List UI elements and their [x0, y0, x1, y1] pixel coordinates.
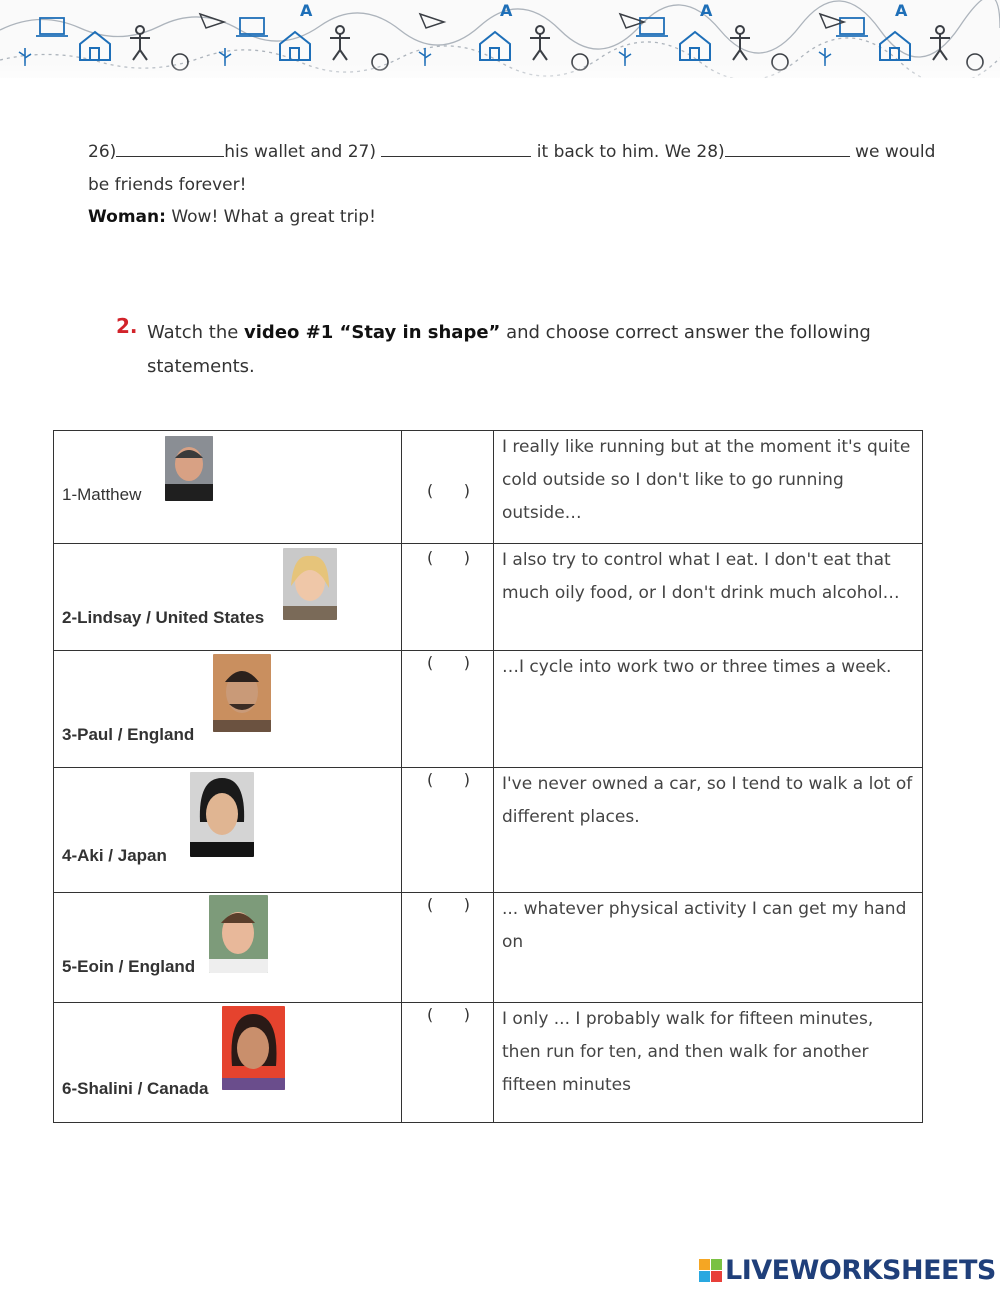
speaker-cell — [54, 651, 402, 768]
quote-cell — [494, 651, 923, 768]
table-row — [54, 768, 923, 893]
speaker-label: Woman: — [88, 207, 166, 227]
svg-text:A: A — [895, 1, 908, 20]
answer-paren[interactable]: ( ) — [427, 548, 470, 567]
dialogue-line-3 — [88, 207, 376, 227]
dialogue-text: it back to him. We 28) — [531, 142, 725, 162]
avatar — [222, 1006, 285, 1090]
avatar — [213, 654, 271, 732]
answer-paren[interactable]: ( ) — [427, 770, 470, 789]
logo-mark-icon — [699, 1259, 722, 1282]
speaker-name: 6-Shalini / Canada — [62, 1079, 209, 1098]
quote-text: ... whatever physical activity I can get my hand on — [502, 899, 907, 952]
answer-cell[interactable] — [402, 768, 494, 893]
doodle-banner — [0, 0, 1000, 78]
answer-paren[interactable]: ( ) — [427, 481, 470, 500]
answer-cell[interactable] — [402, 1003, 494, 1123]
speaker-name: 4-Aki / Japan — [62, 846, 167, 865]
quote-cell — [494, 544, 923, 651]
answer-paren[interactable]: ( ) — [427, 653, 470, 672]
dialogue-text: his wallet and 27) — [224, 142, 382, 162]
answer-paren[interactable]: ( ) — [427, 1005, 470, 1024]
speaker-cell — [54, 1003, 402, 1123]
blank-28[interactable] — [725, 142, 850, 157]
table-row — [54, 431, 923, 544]
dialogue-line-2: be friends forever! — [88, 175, 247, 195]
speaker-name: 2-Lindsay / United States — [62, 608, 265, 627]
avatar — [209, 895, 268, 973]
speaker-cell — [54, 544, 402, 651]
answer-cell[interactable] — [402, 651, 494, 768]
speaker-name: 3-Paul / England — [62, 725, 195, 744]
paper-plane-icons — [200, 14, 844, 28]
matching-table — [53, 430, 923, 1123]
speaker-cell — [54, 431, 402, 544]
person-icons — [130, 26, 950, 60]
dialogue-line-1 — [88, 142, 935, 162]
table-row — [54, 893, 923, 1003]
answer-cell[interactable] — [402, 544, 494, 651]
speaker-name: 1-Matthew — [62, 485, 142, 504]
svg-text:A: A — [500, 1, 513, 20]
quote-cell — [494, 893, 923, 1003]
quote-text: …I cycle into work two or three times a week. — [502, 657, 892, 677]
speaker-cell — [54, 893, 402, 1003]
answer-cell[interactable] — [402, 893, 494, 1003]
avatar — [165, 436, 213, 501]
avatar — [190, 772, 254, 857]
table-row — [54, 544, 923, 651]
quote-text: I really like running but at the moment it's quite cold outside so I don't like to go running outside… — [502, 437, 911, 523]
quote-cell — [494, 431, 923, 544]
blank-27[interactable] — [381, 142, 531, 157]
dialogue-text: we would — [849, 142, 936, 162]
table-row — [54, 1003, 923, 1123]
quote-text: I only ... I probably walk for fifteen minutes, then run for ten, and then walk for another fifteen minutes — [502, 1009, 874, 1095]
logo-text: LIVEWORKSHEETS — [725, 1254, 996, 1286]
quote-text: I've never owned a car, so I tend to walk a lot of different places. — [502, 774, 913, 827]
item-number-26: 26) — [88, 142, 117, 162]
svg-text:A: A — [300, 1, 313, 20]
blank-26[interactable] — [116, 142, 224, 157]
letter-a-icons — [300, 1, 908, 20]
speech-text: Wow! What a great trip! — [165, 207, 376, 227]
quote-cell — [494, 1003, 923, 1123]
question-number: 2. — [116, 314, 138, 338]
svg-text:A: A — [700, 1, 713, 20]
speaker-name: 5-Eoin / England — [62, 957, 196, 976]
avatar — [283, 548, 337, 620]
answer-cell[interactable] — [402, 431, 494, 544]
quote-text: I also try to control what I eat. I don't eat that much oily food, or I don't drink much alcohol… — [502, 550, 900, 603]
answer-paren[interactable]: ( ) — [427, 895, 470, 914]
liveworksheets-logo — [699, 1254, 996, 1286]
question-instruction: Watch the video #1 “Stay in shape” and choose correct answer the following statements. — [147, 322, 871, 377]
table-row — [54, 651, 923, 768]
quote-cell — [494, 768, 923, 893]
speaker-cell — [54, 768, 402, 893]
